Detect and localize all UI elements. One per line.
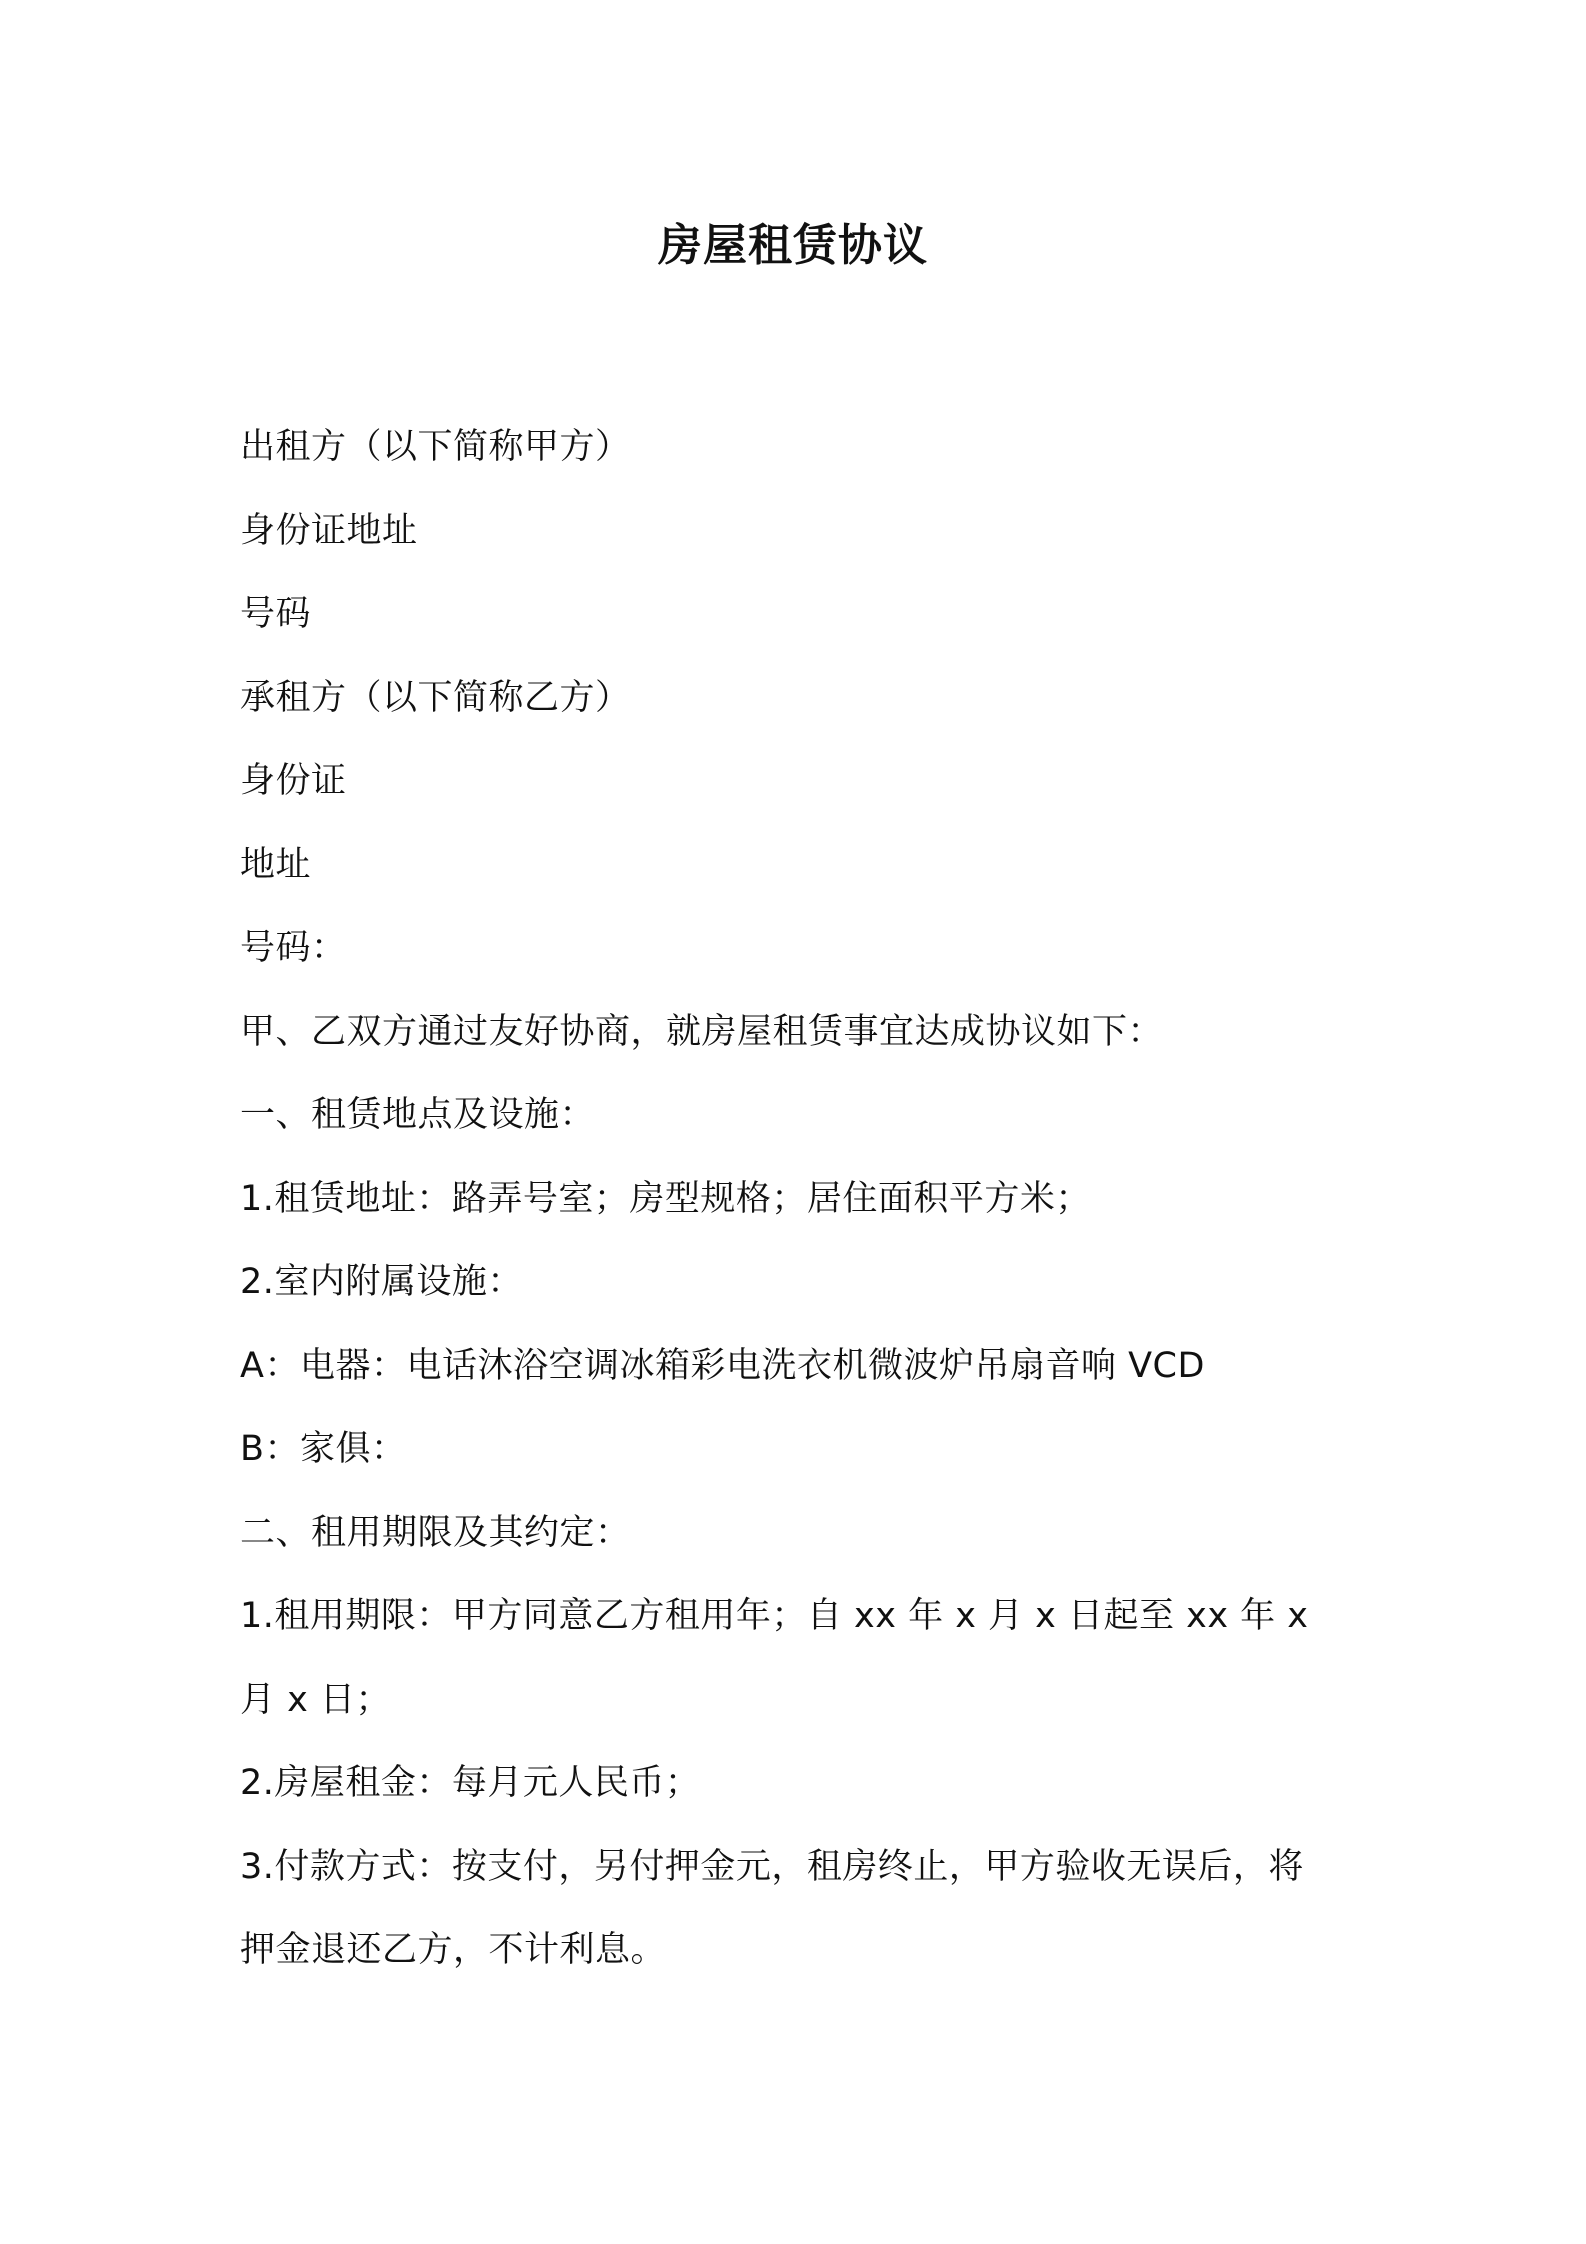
lessor-line: 出租方（以下简称甲方） [240,427,631,467]
lessor-number-line: 号码 [240,594,312,634]
section-1-heading: 一、租赁地点及设施： [240,1095,596,1135]
clause-1-1: 1.租赁地址：路弄号室；房型规格；居住面积平方米； [240,1178,1091,1219]
clause-1-2: 2.室内附属设施： [240,1262,523,1302]
agreement-intro-line: 甲、乙双方通过友好协商，就房屋租赁事宜达成协议如下： [240,1011,1164,1052]
clause-1-2-b: B：家俱： [240,1429,407,1469]
section-2-heading: 二、租用期限及其约定： [240,1512,631,1553]
lessee-id-line: 身份证 [240,761,347,801]
clause-2-3-continued: 押金退还乙方，不计利息。 [240,1930,667,1970]
clause-2-2: 2.房屋租金：每月元人民币； [240,1763,701,1803]
lessee-address-line: 地址 [240,844,312,885]
clause-2-1: 1.租用期限：甲方同意乙方租用年；自 xx 年 x 月 x 日起至 xx 年 x [240,1596,1309,1636]
document-body [240,406,1360,1993]
clause-2-1-continued: 月 x 日； [240,1679,391,1720]
clause-2-3: 3.付款方式：按支付，另付押金元，租房终止，甲方验收无误后，将 [240,1846,1304,1887]
lessor-id-address-line: 身份证地址 [240,510,418,551]
clause-1-2-a: A：电器：电话沐浴空调冰箱彩电洗衣机微波炉吊扇音响 VCD [240,1345,1205,1386]
lessee-number-line: 号码： [240,928,347,968]
document-title: 房屋租赁协议 [658,220,928,271]
lessee-line: 承租方（以下简称乙方） [240,677,631,718]
